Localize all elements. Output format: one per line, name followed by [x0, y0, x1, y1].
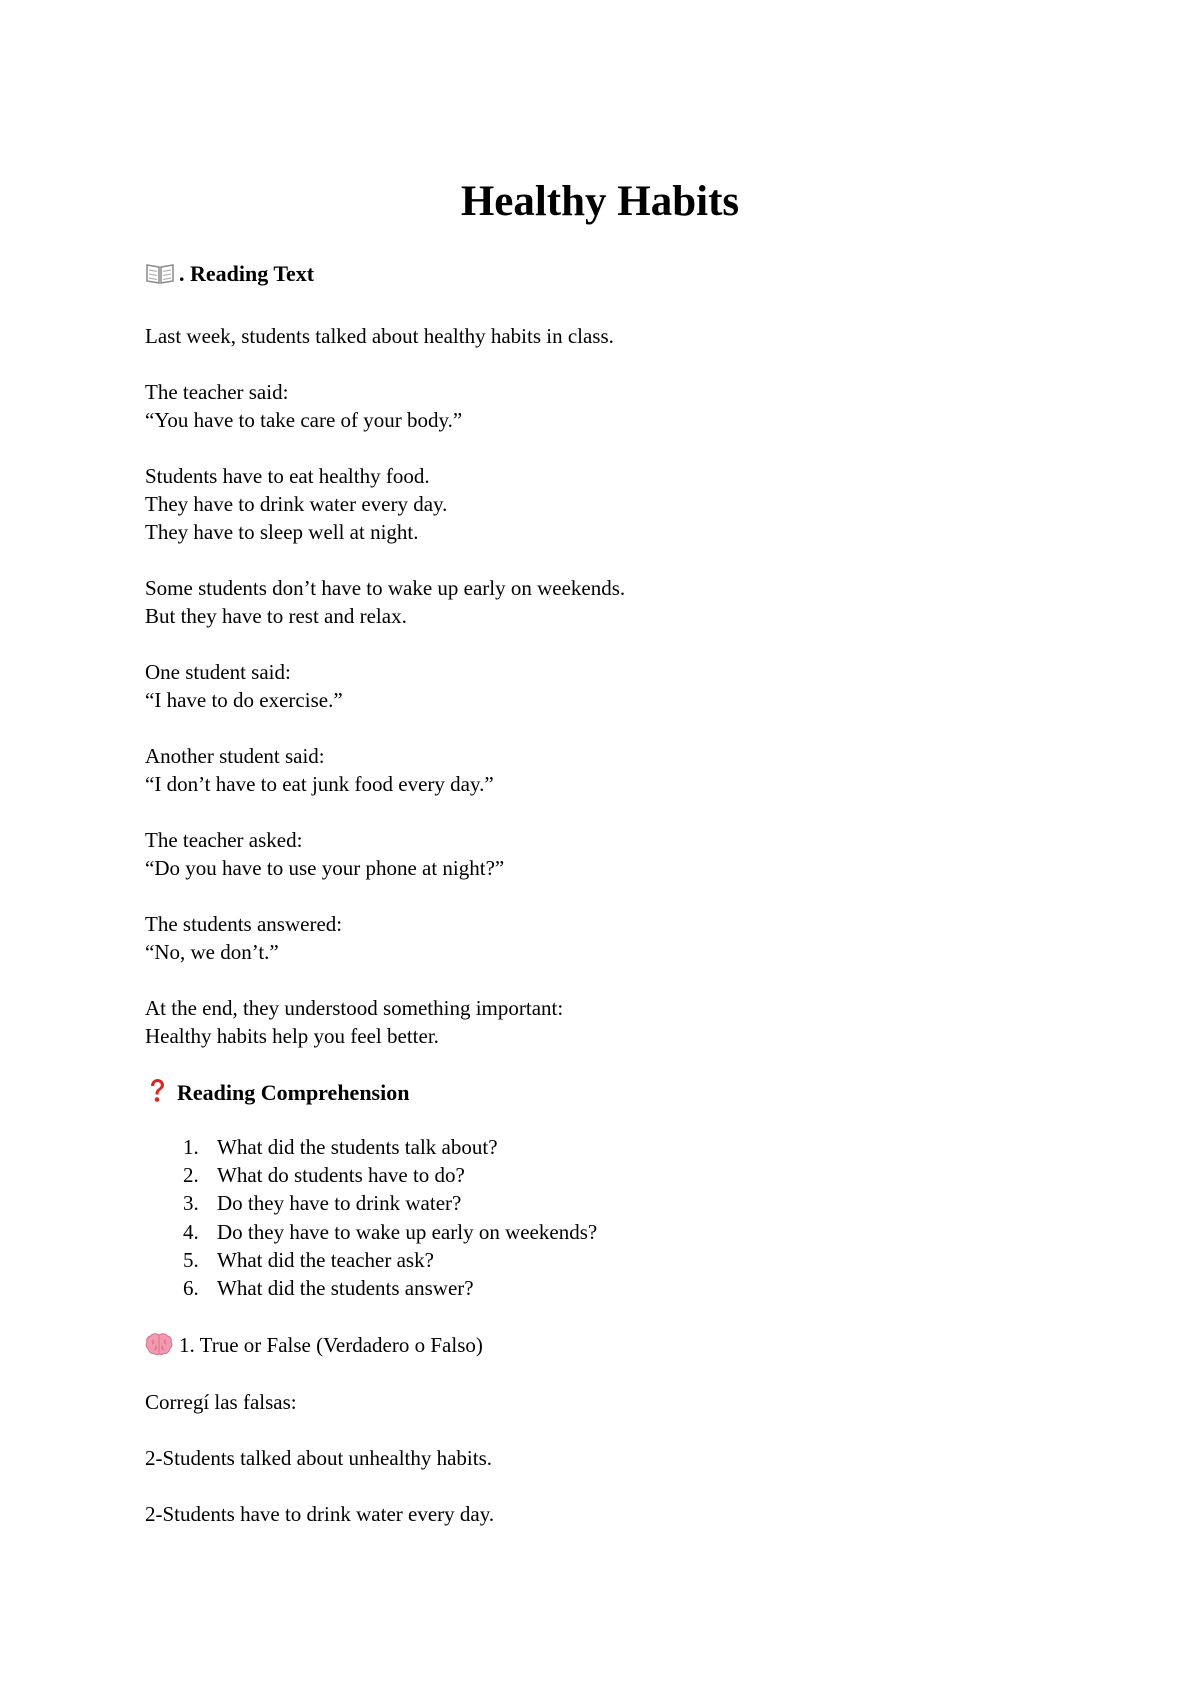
reading-line: “Do you have to use your phone at night?”	[145, 856, 505, 880]
reading-line: At the end, they understood something important:	[145, 996, 564, 1020]
instruction-text: Corregí las falsas:	[145, 1390, 297, 1414]
reading-line: They have to drink water every day.	[145, 492, 448, 516]
page-title: Healthy Habits	[460, 178, 740, 225]
list-item: 6. What did the students answer?	[183, 1276, 474, 1301]
reading-line: But they have to rest and relax.	[145, 604, 407, 628]
reading-line: Healthy habits help you feel better.	[145, 1024, 439, 1048]
reading-line: The teacher asked:	[145, 828, 303, 852]
reading-line: “No, we don’t.”	[145, 940, 279, 964]
true-false-heading	[145, 1331, 483, 1359]
reading-text-heading	[145, 260, 314, 288]
reading-line: The teacher said:	[145, 380, 289, 404]
reading-line: Students have to eat healthy food.	[145, 464, 430, 488]
reading-line: Some students don’t have to wake up early on weekends.	[145, 576, 626, 600]
reading-line: The students answered:	[145, 912, 343, 936]
list-item: 4. Do they have to wake up early on weekends?	[183, 1219, 598, 1244]
list-item: 2-Students talked about unhealthy habits.	[145, 1446, 493, 1470]
question-mark-icon	[145, 1078, 169, 1102]
reading-line: “I have to do exercise.”	[145, 688, 343, 712]
brain-icon	[145, 1332, 173, 1356]
reading-line: One student said:	[145, 660, 291, 684]
reading-line: They have to sleep well at night.	[145, 520, 419, 544]
true-false-heading-label: 1. True or False (Verdadero o Falso)	[179, 1333, 483, 1357]
reading-text-heading-label: . Reading Text	[179, 261, 315, 286]
reading-line: Another student said:	[145, 744, 325, 768]
reading-line: “I don’t have to eat junk food every day.”	[145, 772, 494, 796]
list-item: 2-Students have to drink water every day.	[145, 1502, 495, 1526]
list-item: 1. What did the students talk about?	[183, 1135, 498, 1159]
list-item: 5. What did the teacher ask?	[183, 1247, 434, 1272]
reading-line: Last week, students talked about healthy habits in class.	[145, 324, 614, 348]
reading-line: “You have to take care of your body.”	[145, 408, 463, 432]
list-item: 3. Do they have to drink water?	[183, 1191, 462, 1216]
reading-comprehension-heading	[145, 1078, 409, 1107]
reading-comprehension-heading-label: Reading Comprehension	[177, 1080, 410, 1105]
open-book-icon	[145, 261, 173, 285]
list-item: 2. What do students have to do?	[183, 1163, 465, 1188]
comprehension-question-list	[145, 1133, 597, 1302]
